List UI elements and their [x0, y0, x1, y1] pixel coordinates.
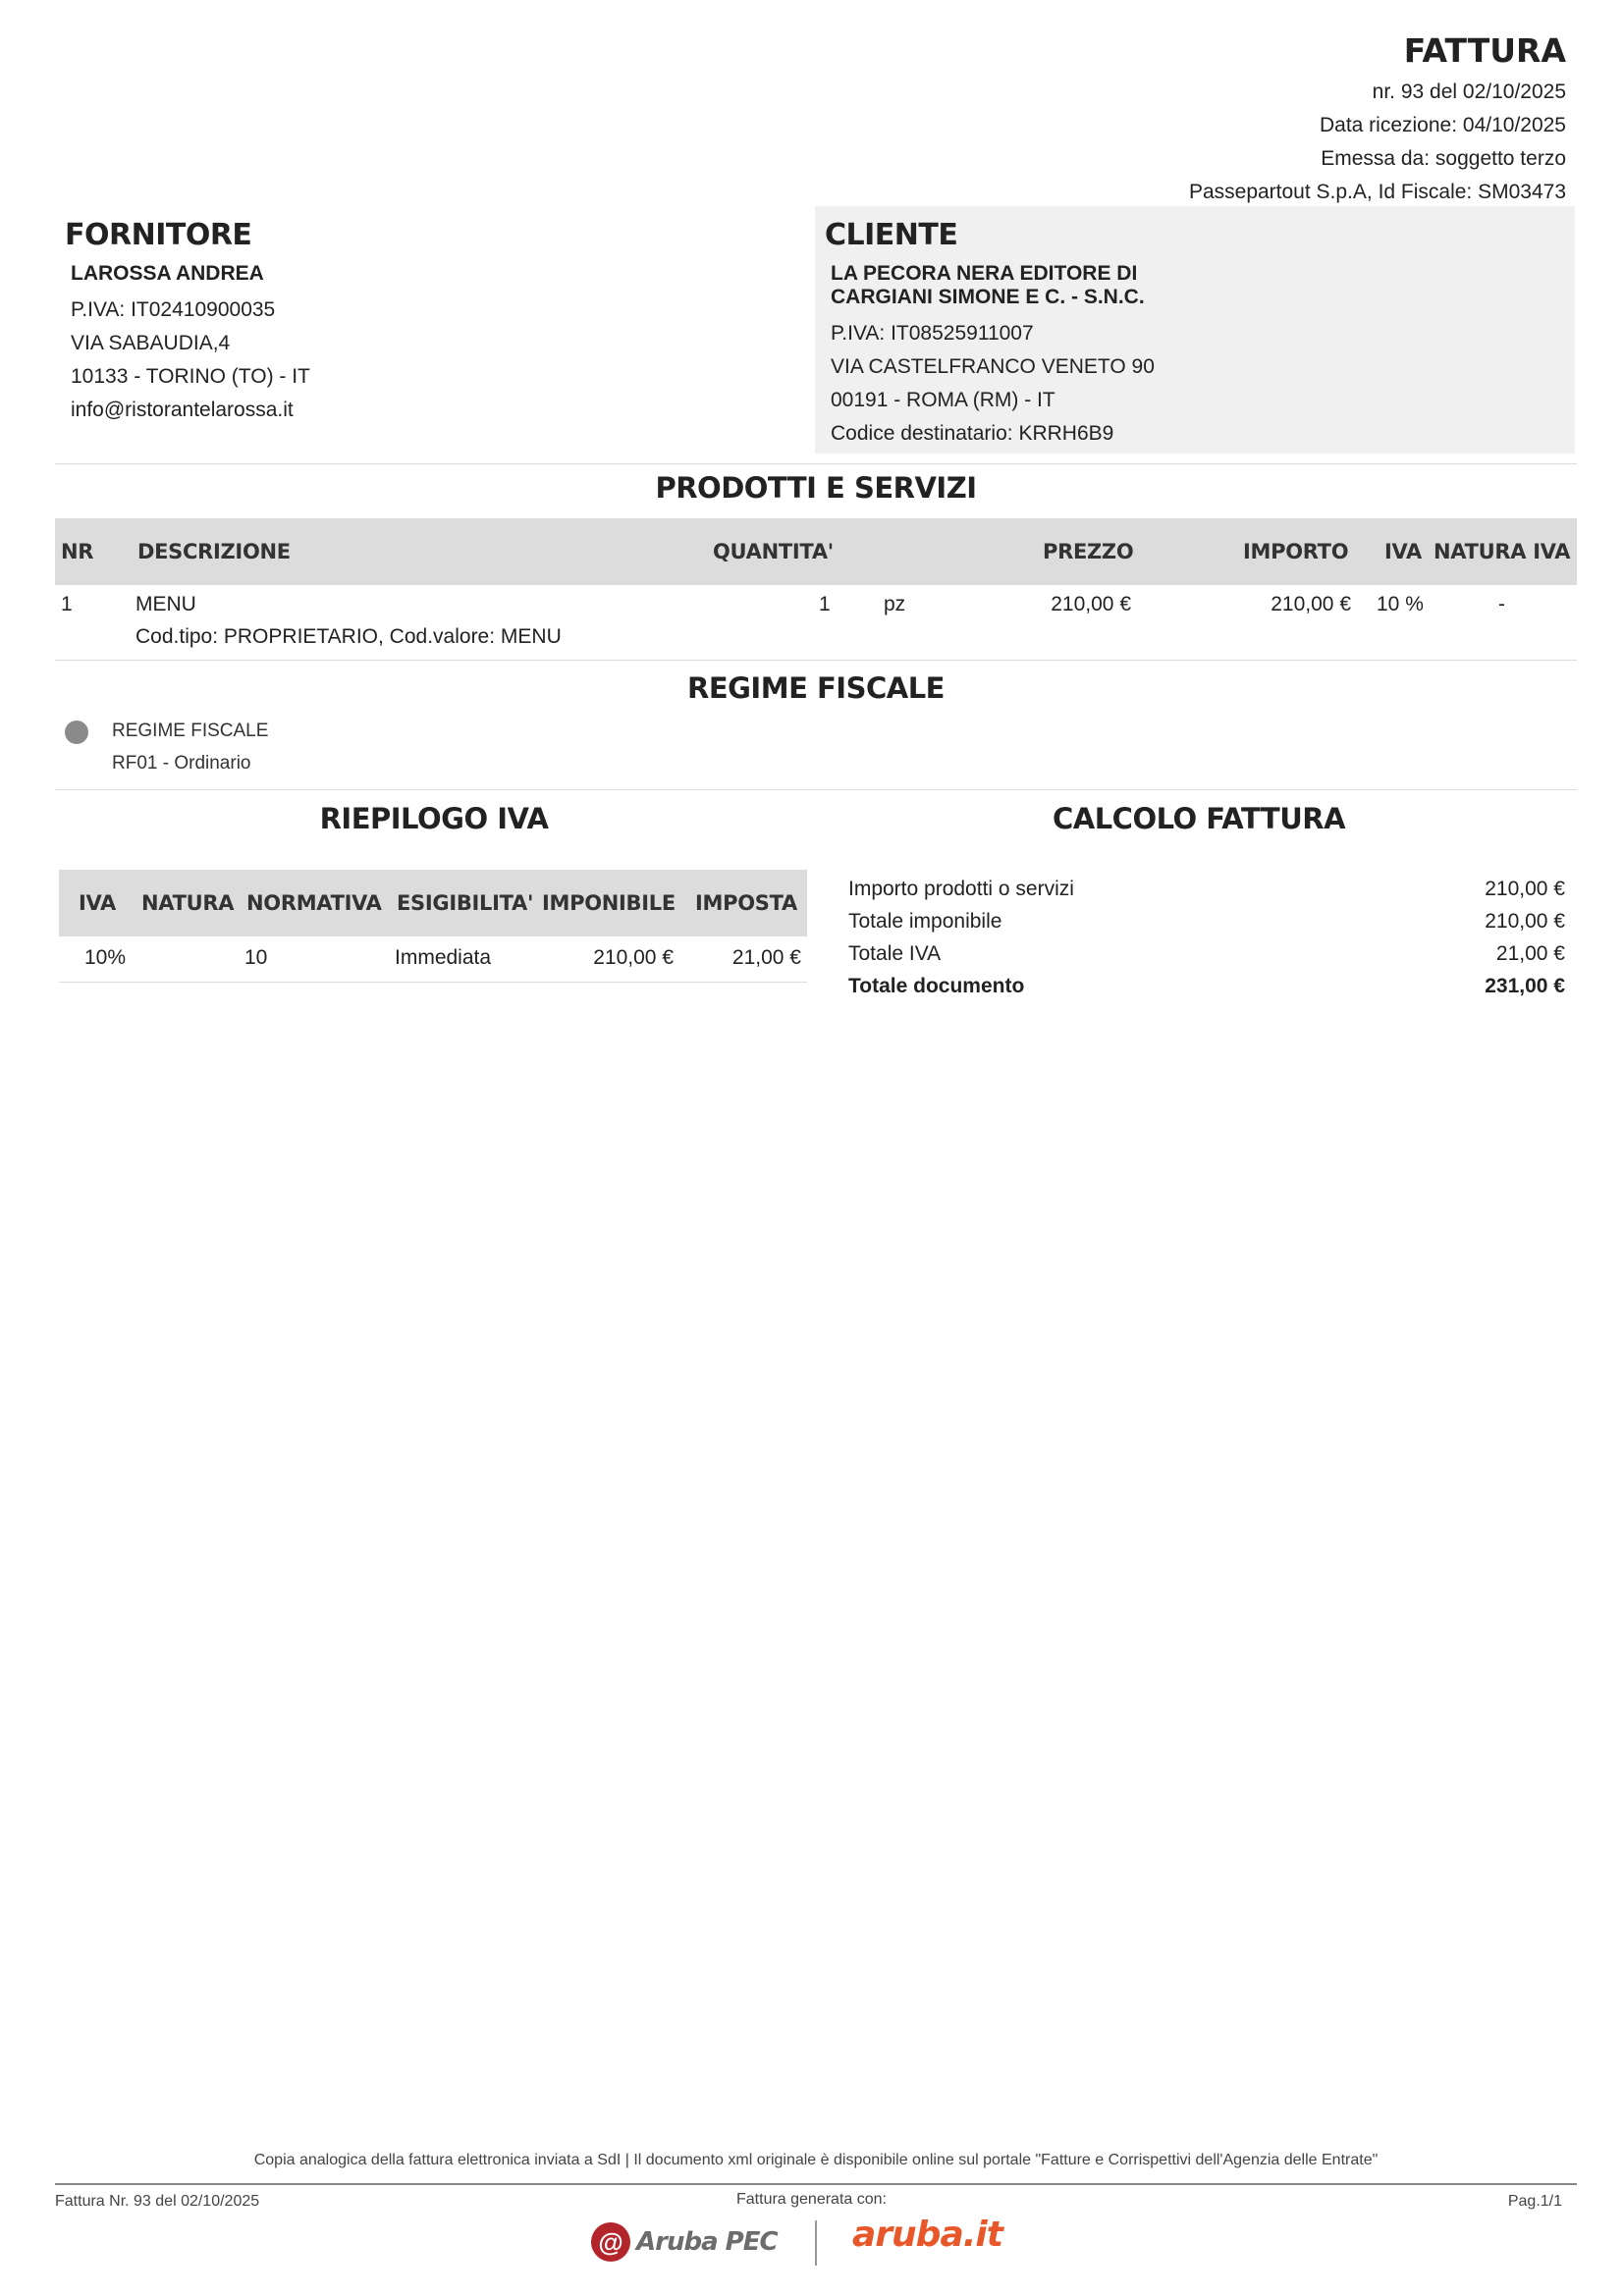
- customer-block: [815, 206, 1575, 454]
- row-imposta: 21,00 €: [731, 946, 801, 969]
- col-imponibile: IMPONIBILE: [542, 891, 676, 915]
- footer-invoice-ref: Fattura Nr. 93 del 02/10/2025: [55, 2193, 260, 2210]
- supplier-vat: P.IVA: IT02410900035: [71, 298, 276, 321]
- products-title: PRODOTTI E SERVIZI: [655, 471, 977, 505]
- row-cod: Cod.tipo: PROPRIETARIO, Cod.valore: MENU: [135, 625, 562, 648]
- calc-line-vat: [848, 942, 1565, 975]
- col-normativa: NORMATIVA: [246, 891, 382, 915]
- col-esigibilita: ESIGIBILITA': [397, 891, 534, 915]
- calc-value: 210,00 €: [1485, 878, 1565, 900]
- document-title: FATTURA: [1403, 31, 1566, 70]
- supplier-city: 10133 - TORINO (TO) - IT: [71, 365, 310, 388]
- supplier-block: [55, 206, 801, 454]
- calc-line-taxable: [848, 910, 1565, 942]
- calc-line-total: [848, 975, 1565, 1007]
- row-unita: pz: [884, 593, 906, 615]
- issuer-info: Passepartout S.p.A, Id Fiscale: SM03473: [1188, 181, 1566, 203]
- calc-line-products: [848, 878, 1565, 910]
- footer-note: Copia analogica della fattura elettronica inviata a SdI | Il documento xml originale è disponibile online sul portale "Fatture e Corrispettivi dell'Agenzia delle Entrate": [253, 2152, 1379, 2168]
- footer-generated-with: Fattura generata con:: [736, 2191, 887, 2208]
- supplier-name: LAROSSA ANDREA: [71, 262, 264, 285]
- col-iva: IVA: [1384, 540, 1422, 563]
- aruba-logo: aruba.it: [852, 2215, 1002, 2255]
- row-normativa: 10: [244, 946, 268, 969]
- supplier-address: VIA SABAUDIA,4: [71, 332, 231, 354]
- calc-value: 210,00 €: [1485, 910, 1565, 933]
- divider: [59, 982, 807, 983]
- row-natura: -: [1498, 593, 1505, 615]
- regime-value: RF01 - Ordinario: [112, 753, 251, 774]
- row-descrizione: MENU: [135, 593, 196, 615]
- divider: [55, 789, 1577, 790]
- regime-label: REGIME FISCALE: [112, 721, 269, 741]
- row-quantita: 1: [819, 593, 831, 615]
- footer-page-number: Pag.1/1: [1507, 2193, 1562, 2210]
- aruba-pec-logo: [591, 2220, 778, 2264]
- col-natura: NATURA: [141, 891, 235, 915]
- pec-logo-text: Aruba PEC: [636, 2227, 778, 2257]
- vat-table-header: [59, 870, 807, 936]
- divider: [55, 463, 1577, 464]
- col-prezzo: PREZZO: [1043, 540, 1134, 563]
- col-importo: IMPORTO: [1243, 540, 1349, 563]
- calc-label: Totale IVA: [848, 942, 942, 965]
- pec-seal-icon: @: [591, 2222, 630, 2262]
- logo-separator: [815, 2220, 817, 2266]
- table-row: [59, 942, 807, 982]
- regime-title: REGIME FISCALE: [686, 671, 945, 705]
- supplier-email: info@ristorantelarossa.it: [71, 399, 294, 421]
- col-natura-iva: NATURA IVA: [1434, 540, 1571, 563]
- row-imponibile: 210,00 €: [593, 946, 674, 969]
- row-iva: 10%: [84, 946, 127, 969]
- divider: [55, 660, 1577, 661]
- vat-summary-title: RIEPILOGO IVA: [319, 802, 549, 835]
- footer-divider: [55, 2183, 1577, 2185]
- products-table-header: [55, 518, 1577, 585]
- invoice-number: nr. 93 del 02/10/2025: [1372, 80, 1566, 103]
- issued-by: Emessa da: soggetto terzo: [1321, 147, 1566, 170]
- calc-label: Totale documento: [848, 975, 1025, 997]
- customer-name: LA PECORA NERA EDITORE DI CARGIANI SIMONE E C. - S.N.C.: [831, 262, 1145, 308]
- customer-recipient-code: Codice destinatario: KRRH6B9: [831, 422, 1114, 445]
- calc-value: 231,00 €: [1485, 975, 1565, 997]
- customer-title: CLIENTE: [825, 218, 958, 252]
- calc-label: Importo prodotti o servizi: [848, 878, 1074, 900]
- bullet-icon: [65, 721, 88, 744]
- invoice-header: [1189, 31, 1566, 209]
- col-imposta: IMPOSTA: [695, 891, 797, 915]
- row-prezzo: 210,00 €: [1051, 593, 1131, 615]
- col-quantita: QUANTITA': [713, 540, 834, 563]
- calc-title: CALCOLO FATTURA: [1052, 802, 1346, 835]
- received-date: Data ricezione: 04/10/2025: [1319, 114, 1566, 136]
- col-nr: NR: [61, 540, 94, 563]
- row-esigibilita: Immediata: [395, 946, 492, 969]
- customer-vat: P.IVA: IT08525911007: [831, 322, 1034, 345]
- calc-label: Totale imponibile: [848, 910, 1002, 933]
- col-descrizione: DESCRIZIONE: [137, 540, 291, 563]
- row-nr: 1: [61, 593, 73, 615]
- col-iva: IVA: [79, 891, 116, 915]
- table-row: [55, 589, 1577, 658]
- calc-value: 21,00 €: [1495, 942, 1565, 965]
- row-importo: 210,00 €: [1271, 593, 1351, 615]
- customer-city: 00191 - ROMA (RM) - IT: [831, 389, 1055, 411]
- customer-address: VIA CASTELFRANCO VENETO 90: [831, 355, 1155, 378]
- row-iva: 10 %: [1377, 593, 1424, 615]
- supplier-title: FORNITORE: [65, 218, 252, 252]
